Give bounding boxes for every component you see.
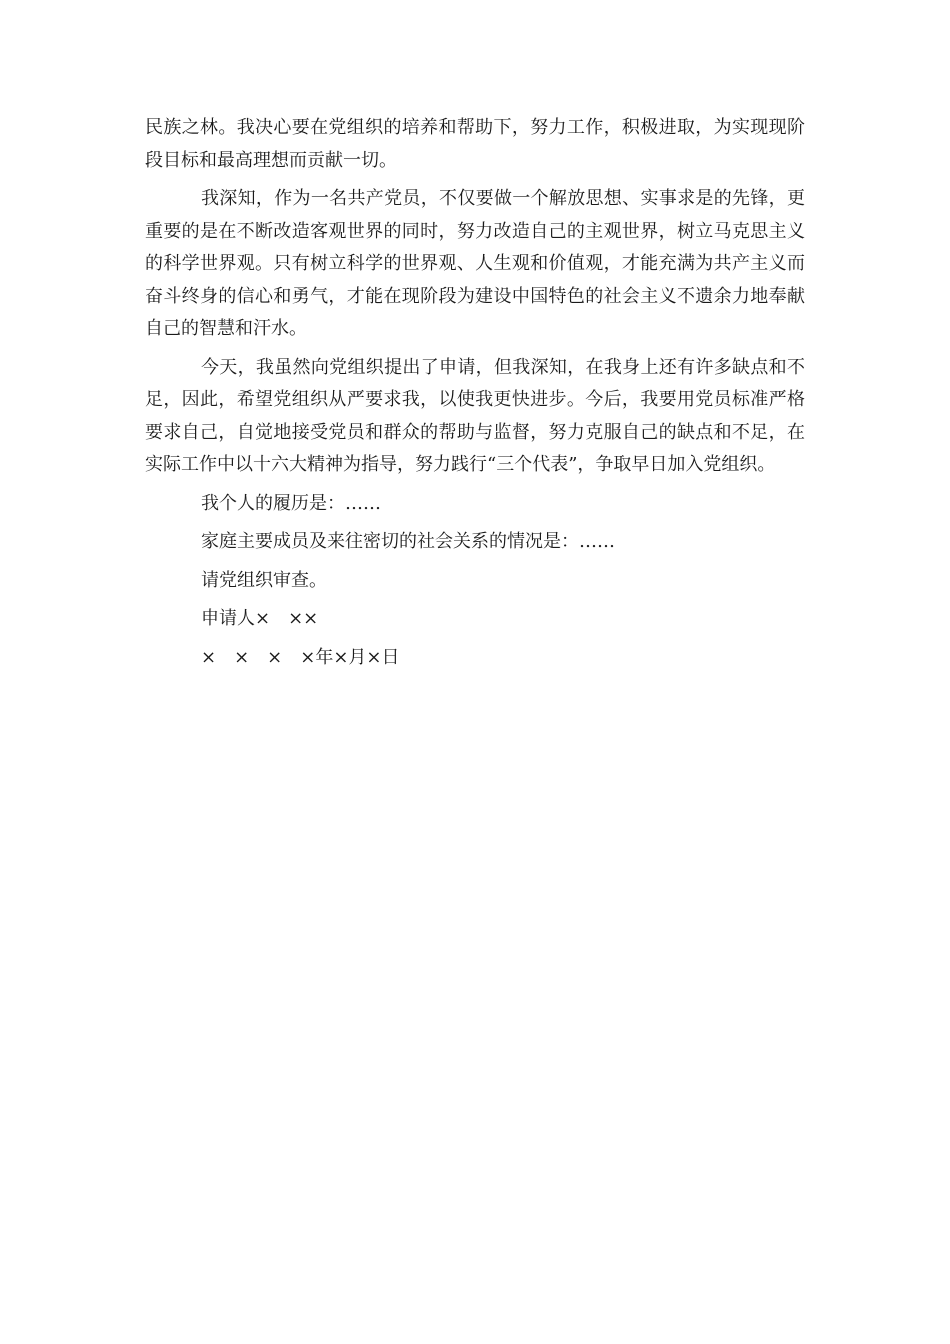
resume-line: 我个人的履历是：……: [201, 492, 381, 514]
paragraph-commitment: 今天，我虽然向党组织提出了申请，但我深知，在我身上还有许多缺点和不足，因此，希望党组织从严要求我，以使我更快进步。今后，我要用党员标准严格要求自己，自觉地接受党员和群众的帮助与监督，努力克服自己的缺点和不足，在实际工作中以十六大精神为指导，努力践行“三个代表”，争取早日加入党组织。: [145, 356, 805, 475]
applicant-signature: 申请人× ××: [201, 608, 319, 629]
review-request-line: 请党组织审查。: [201, 569, 327, 591]
document-body: [145, 112, 805, 680]
paragraph-continuation: 民族之林。我决心要在党组织的培养和帮助下，努力工作，积极进取，为实现现阶段目标和最高理想而贡献一切。: [145, 117, 805, 171]
family-relations-line: 家庭主要成员及来往密切的社会关系的情况是：……: [201, 531, 615, 552]
paragraph-worldview: 我深知，作为一名共产党员，不仅要做一个解放思想、实事求是的先锋，更重要的是在不断改造客观世界的同时，努力改造自己的主观世界，树立马克思主义的科学世界观。只有树立科学的世界观、人生观和价值观，才能充满为共产主义而奋斗终身的信心和勇气，才能在现阶段为建设中国特色的社会主义不遗余力地奉献自己的智慧和汗水。: [145, 188, 805, 339]
date-line: × × × ×年×月×日: [201, 646, 400, 668]
